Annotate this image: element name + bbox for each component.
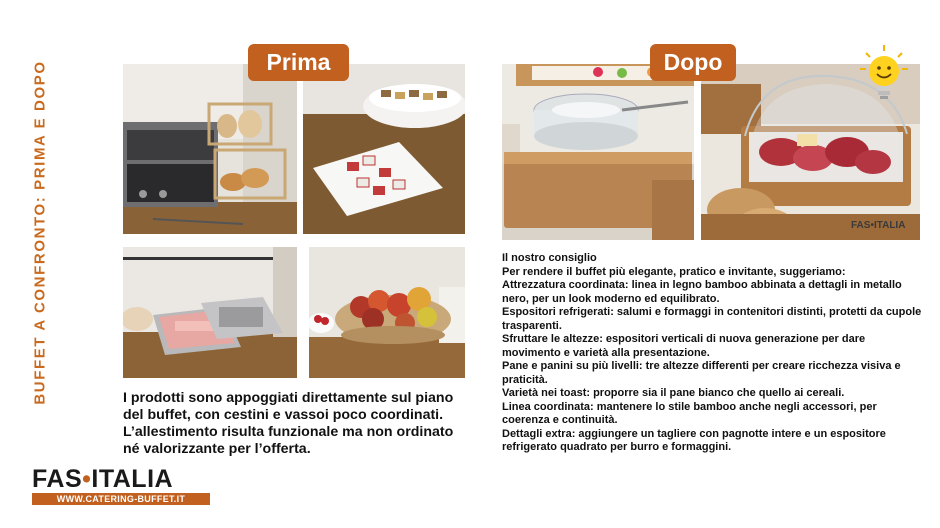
photo-butter-and-jam-portions [303,64,465,234]
before-description: I prodotti sono appoggiati direttamente sul piano del buffet, con cestini e vassoi poco coordinati. L’allestimento risulta funzionale ma non ordinato né valorizzante per l’offerta. [123,390,454,457]
photo-bamboo-display-with-dome [502,64,694,240]
advice-item: Sfruttare le altezze: espositori verticali di nuova generazione per dare movimento e varietà alla presentazione. [502,333,866,359]
photo-watermark: FAS•ITALIA [851,220,906,231]
advice-item: Pane e panini su più livelli: tre altezze differenti per creare ricchezza visiva e praticità. [502,360,901,386]
advice-item: Varietà nei toast: proporre sia il pane bianco che quello ai cereali. [502,387,845,399]
photo-cold-cuts-trays [123,247,297,378]
logo-name: FAS•ITALIA [32,465,174,493]
advice-block [502,252,922,455]
advice-item: Attrezzatura coordinata: linea in legno bamboo abbinata a dettagli in metallo nero, per un look moderno ed equilibrato. [502,279,902,305]
before-badge: Prima [248,44,349,81]
advice-intro: Per rendere il buffet più elegante, pratico e invitante, suggeriamo: [502,265,846,278]
after-badge: Dopo [650,44,736,81]
advice-heading: Il nostro consiglio [502,252,597,264]
lightbulb-smiley-icon [858,43,910,103]
logo-url: WWW.CATERING-BUFFET.IT [32,493,210,505]
vertical-title [27,50,53,415]
fas-italia-logo [32,466,210,505]
side-title-text: BUFFET A CONFRONTO: PRIMA E DOPO [31,60,49,405]
photo-toaster-and-bread-baskets [123,64,297,234]
photo-fruit-basket [309,247,465,378]
advice-item: Espositori refrigerati: salumi e formaggi in contenitori distinti, protetti da cupole trasparenti. [502,306,922,332]
advice-item: Dettagli extra: aggiungere un tagliere con pagnotte intere e un espositore refrigerato quadrato per burro e formaggini. [502,427,886,453]
advice-item: Linea coordinata: mantenere lo stile bamboo anche negli accessori, per coerenza e continuità. [502,400,877,426]
